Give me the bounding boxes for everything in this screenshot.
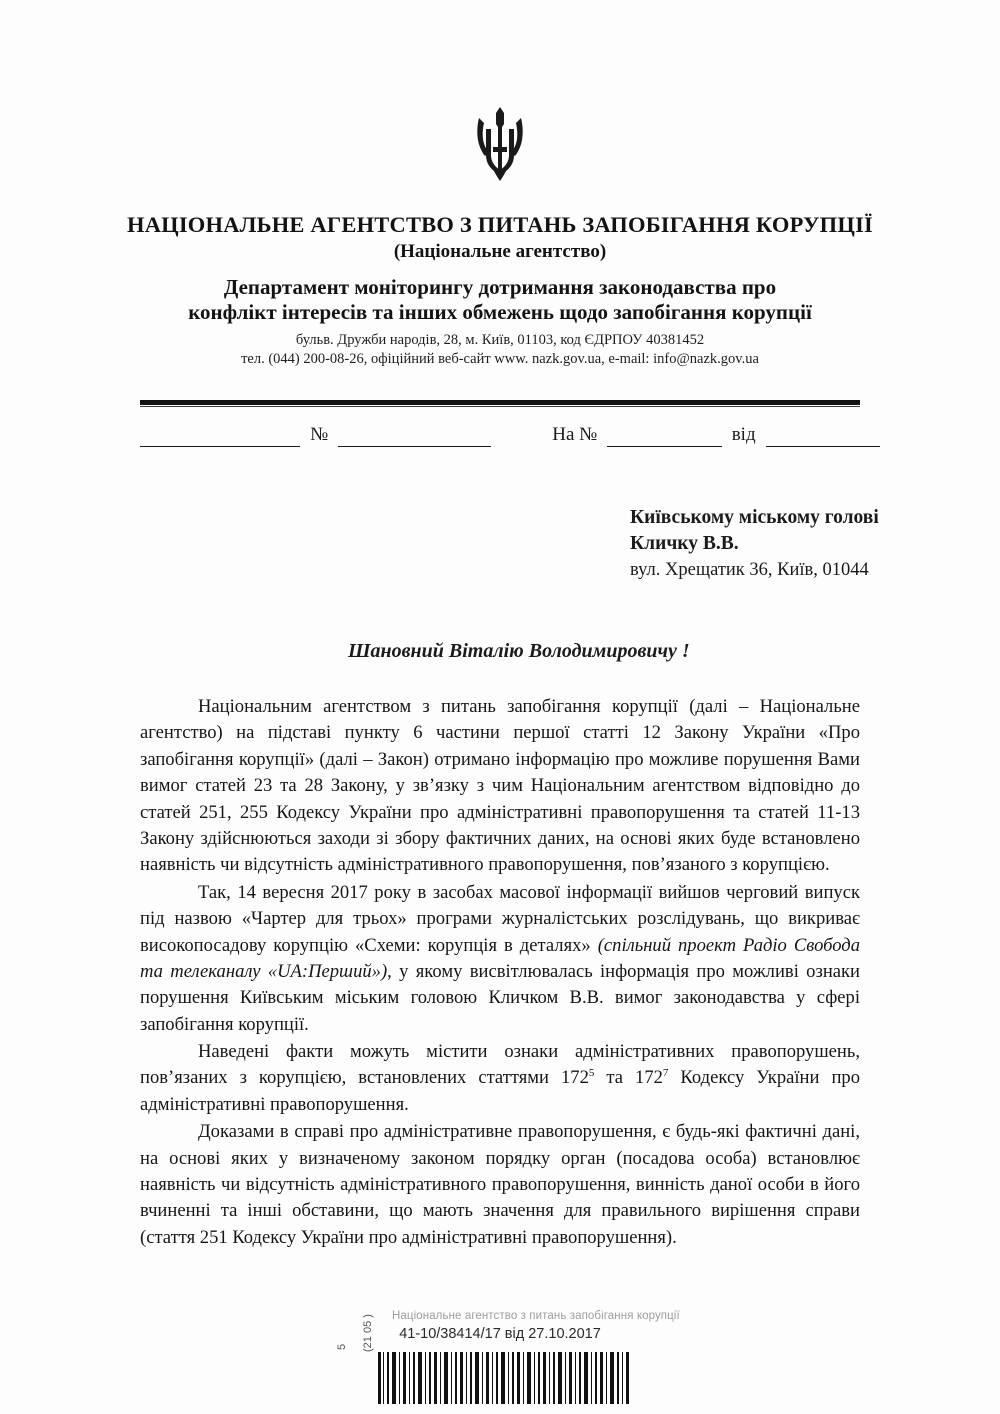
paragraph-2-part-1: Так, 14 вересня 2017 року в засобах масової інформації вийшов черговий випуск під назвою «Чартер для трьох» програми журналістських розслідувань, що викриває високопосадову корупцію «Схеми: корупція в деталях» <box>140 881 860 956</box>
outgoing-date-blank <box>338 429 491 447</box>
paragraph-2-part-2: , у якому висвітлювалась інформація про можливі ознаки порушення Київським міським головою Кличком В.В. вимог законодавства у сфері запобігання корупції. <box>140 960 861 1035</box>
department-name-line2: конфлікт інтересів та інших обмежень щодо запобігання корупції <box>188 299 812 324</box>
paragraph-2-italic: (спільний проект Радіо Свобода та телеканалу «UA:Перший») <box>140 934 860 982</box>
paragraph-3-part-3: Кодексу України про адміністративні правопорушення. <box>140 1067 861 1115</box>
organization-title: НАЦІОНАЛЬНЕ АГЕНТСТВО З ПИТАНЬ ЗАПОБІГАННЯ КОРУПЦІЇ <box>127 212 873 237</box>
article-superscript-5: 5 <box>588 1067 595 1080</box>
addressee-block <box>630 505 960 583</box>
paragraph-4: Доказами в справі про адміністративне правопорушення, є будь-які фактичні дані, на основі яких у визначеному законом порядку орган (посадова особа) встановлює наявність чи відсутність адміністративного правопорушення, винність даної особи в його вчиненні та інші обставини, що мають значення для правильного вирішення справи (стаття 251 Кодексу України про адміністративні правопорушення). <box>140 1121 860 1248</box>
organization-contacts: тел. (044) 200-08-26, офіційний веб-сайт www. nazk.gov.ua, e-mail: info@nazk.gov.ua <box>241 351 759 368</box>
incoming-number-blank <box>607 429 721 447</box>
department-name-line1: Департамент моніторингу дотримання законодавства про <box>223 275 777 300</box>
paragraph-3-part-2: та 172 <box>594 1067 663 1089</box>
document-number: 41-10/38414/17 від 27.10.2017 <box>399 1326 601 1342</box>
letter-body <box>140 694 860 1252</box>
incoming-date-blank <box>766 429 880 447</box>
organization-address: бульв. Дружби народів, 28, м. Київ, 01103, код ЄДРПОУ 40381452 <box>295 331 705 348</box>
addressee-address: вул. Хрещатик 36, Київ, 01044 <box>630 560 869 581</box>
paragraph-3-part-1: Наведені факти можуть містити ознаки адміністративних правопорушень, пов’язаних з корупцією, встановлених статтями 172 <box>140 1041 860 1089</box>
addressee-position: Київському міському голові <box>630 507 879 528</box>
header-divider <box>140 400 860 405</box>
letterhead-header <box>80 212 920 370</box>
registration-stamp-text: Національне агентство з питань запобігання корупції <box>392 1310 680 1322</box>
ukraine-trident-coat-of-arms-icon <box>469 104 531 192</box>
salutation: Шановний Віталію Володимировичу ! <box>348 640 690 662</box>
organization-short-name: (Національне агентство) <box>393 241 607 263</box>
outgoing-number-blank <box>140 429 300 447</box>
side-code-secondary-label: (21 05 ) <box>362 1314 374 1352</box>
paragraph-1: Національним агентством з питань запобігання корупції (далі – Національне агентство) на підставі пункту 6 частини першої статті 12 Закону України «Про запобігання корупції» (далі – Закон) отримано інформацію про можливе порушення Вами вимог статей 23 та 28 Закону, у зв’язку з чим Національним агентством відповідно до статей 251, 255 Кодексу України про адміністративні правопорушення та статей 11-13 Закону здійснюються заходи зі збору фактичних даних, на основі яких буде встановлено наявність чи відсутність адміністративного правопорушення, пов’язаного з корупцією. <box>140 696 860 876</box>
reply-to-label: На № <box>552 424 598 445</box>
reference-line <box>140 424 880 447</box>
paragraph-3 <box>140 1039 860 1118</box>
date-label: від <box>731 424 756 445</box>
number-label: № <box>310 424 329 445</box>
paragraph-2 <box>140 880 860 1038</box>
barcode <box>378 1352 630 1404</box>
side-code-label: 5 <box>336 1343 348 1350</box>
emblem-container <box>0 104 1000 197</box>
addressee-name: Кличку В.В. <box>630 532 739 554</box>
article-superscript-7: 7 <box>662 1067 669 1080</box>
